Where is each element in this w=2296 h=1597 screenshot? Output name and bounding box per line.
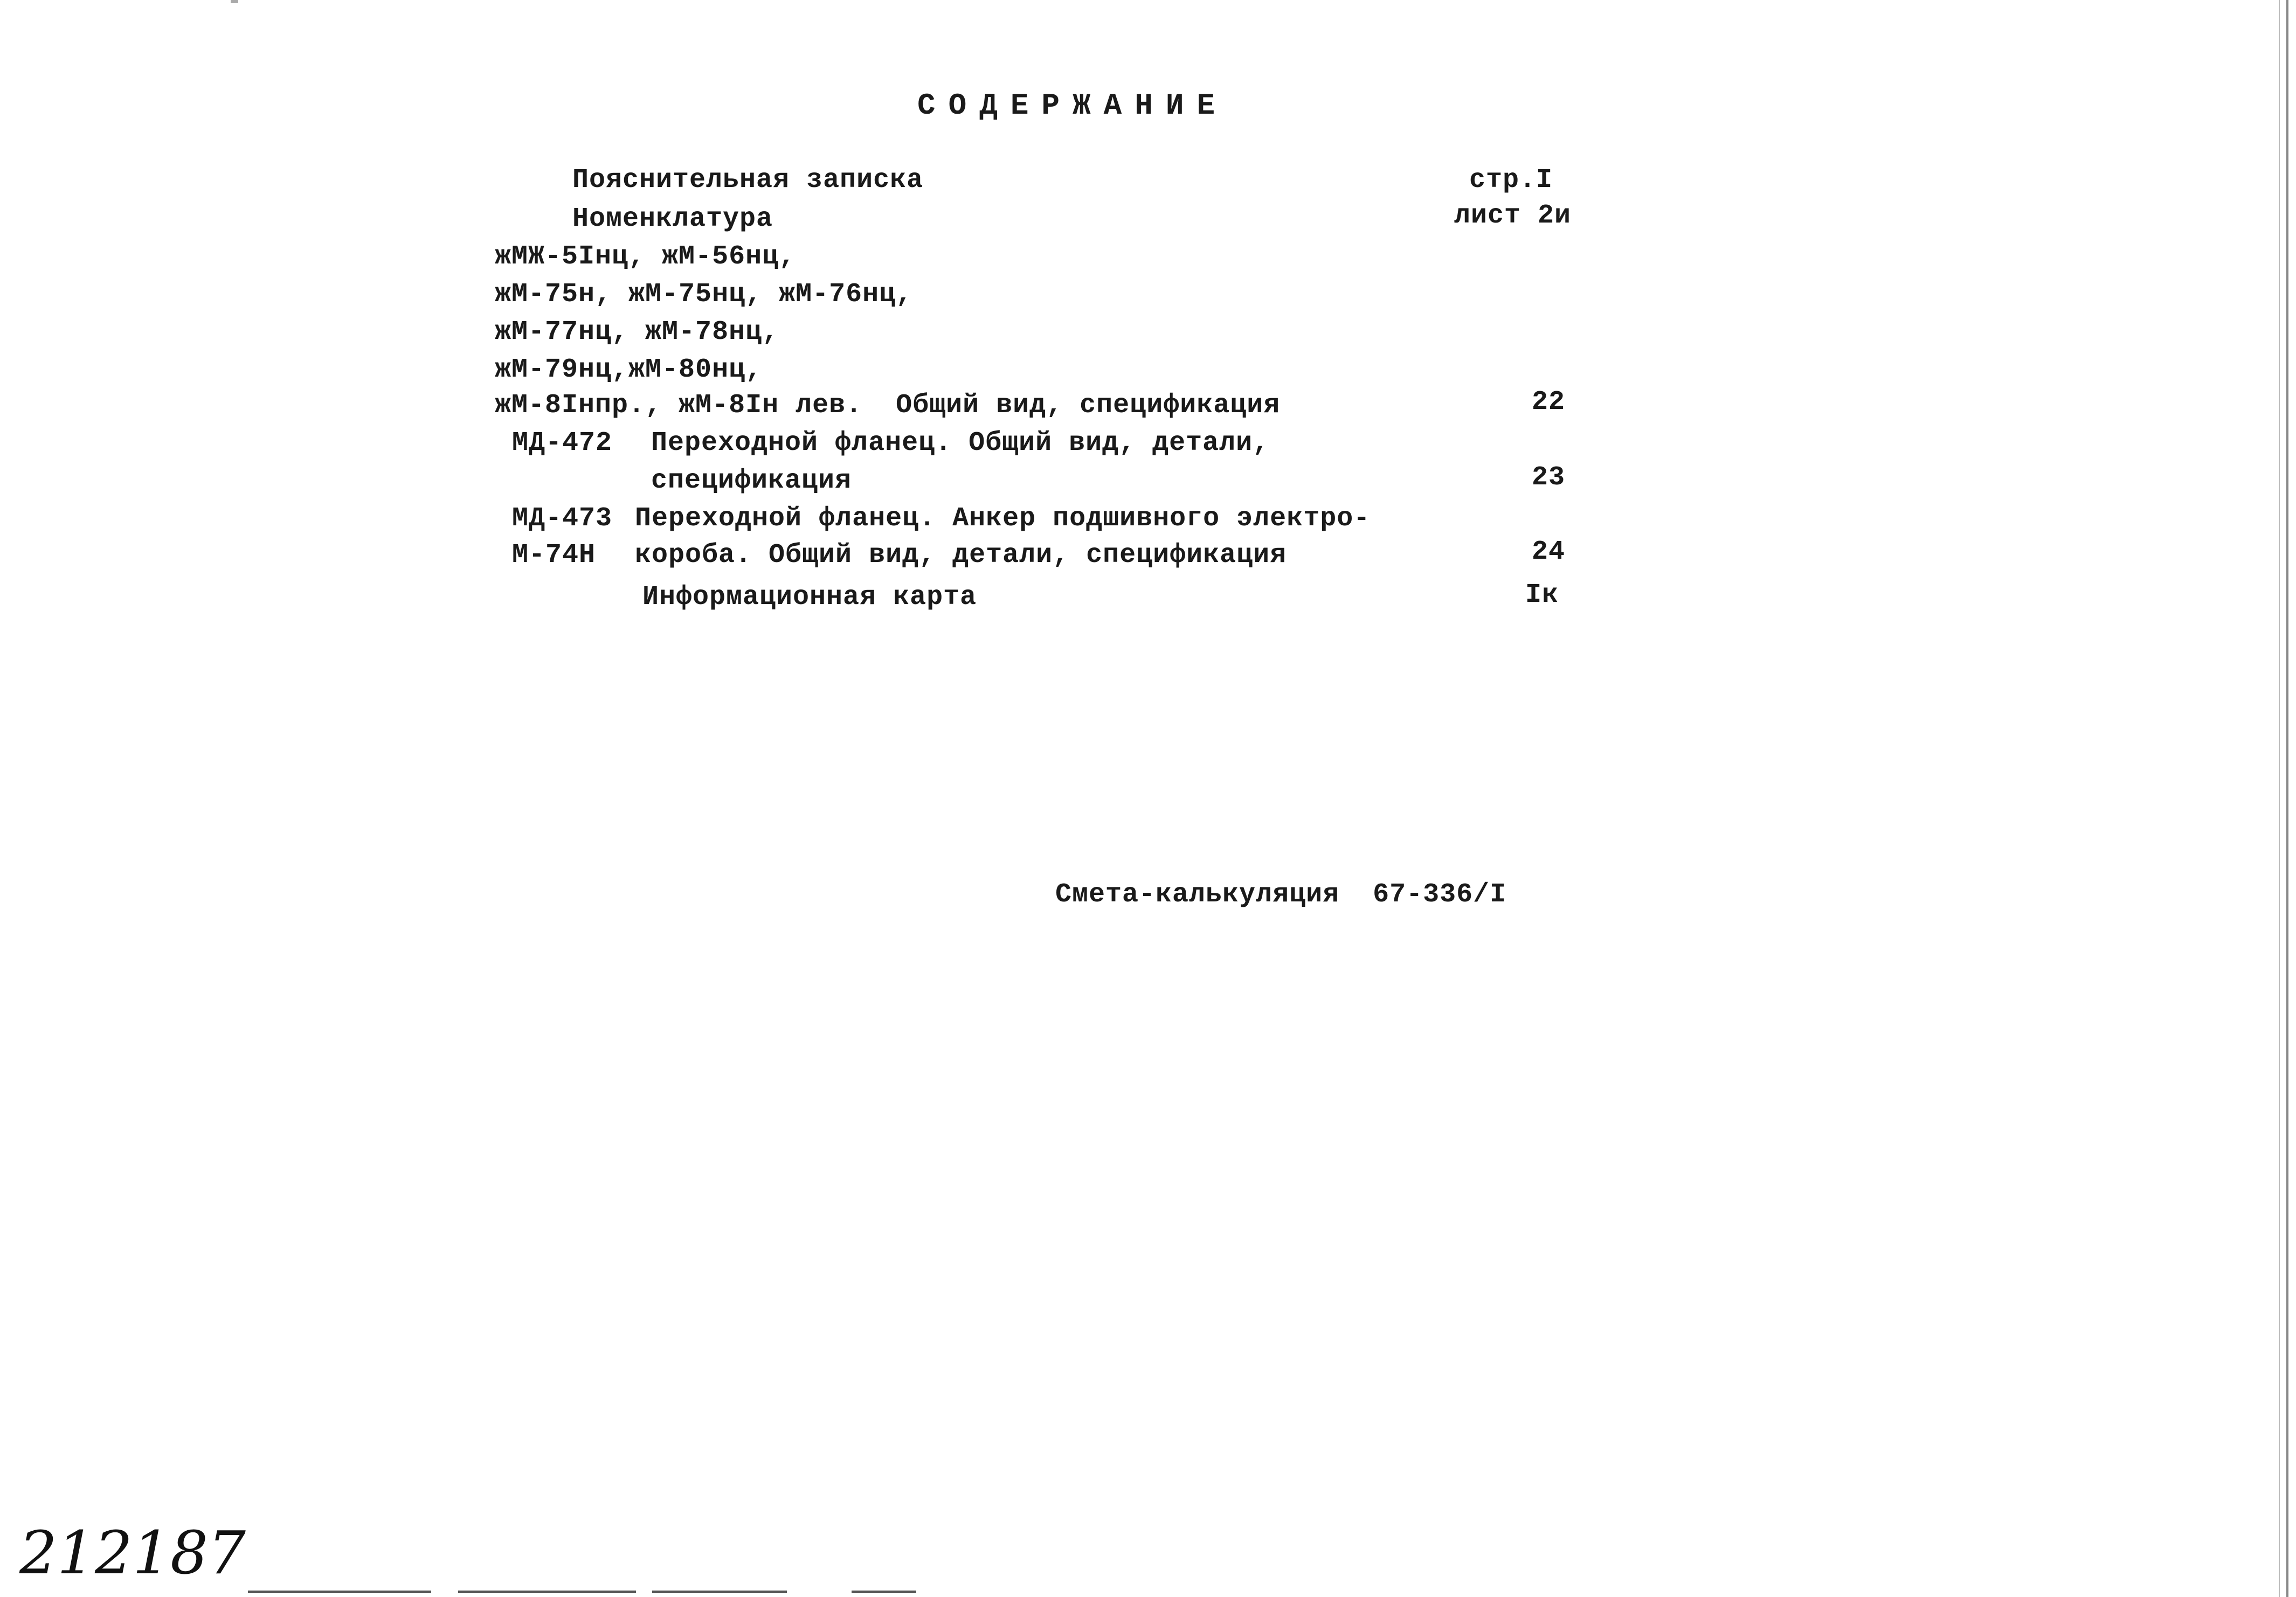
scan-mark [231, 0, 238, 3]
bottom-rule-3 [652, 1591, 787, 1593]
bottom-rule-2 [458, 1591, 636, 1593]
toc-item-explanatory-note: Пояснительная записка [572, 165, 924, 196]
toc-item-flange-2: Переходной фланец. Анкер подшивного электро- [635, 503, 1371, 534]
toc-code-md473: МД-473 [512, 503, 613, 534]
toc-item-codes-5: жМ-8Iнпр., жМ-8Iн лев. Общий вид, спецификация [495, 390, 1281, 421]
page-title: СОДЕРЖАНИЕ [917, 88, 1228, 123]
page-edge-line-inner [2279, 0, 2280, 1597]
toc-item-flange-1-cont: спецификация [651, 466, 852, 496]
toc-code-md472: МД-472 [512, 428, 613, 459]
toc-page-nomenclature: лист 2и [1454, 200, 1572, 231]
toc-page-flange-1: 23 [1532, 462, 1566, 493]
handwritten-inventory-number: 212187 [19, 1518, 246, 1587]
toc-item-flange-1: Переходной фланец. Общий вид, детали, [651, 428, 1270, 459]
bottom-rule-1 [248, 1591, 431, 1593]
toc-item-info-card: Информационная карта [642, 582, 977, 613]
toc-item-codes-2: жМ-75н, жМ-75нц, жМ-76нц, [495, 279, 913, 310]
bottom-rule-4 [852, 1591, 916, 1593]
estimate-reference: Смета-калькуляция 67-336/I [1055, 879, 1507, 910]
toc-page-general-view: 22 [1532, 387, 1566, 418]
toc-page-flange-2: 24 [1532, 537, 1566, 567]
toc-item-codes-3: жМ-77нц, жМ-78нц, [495, 317, 779, 348]
toc-item-codes-1: жМЖ-5Iнц, жМ-56нц, [495, 241, 796, 272]
toc-code-m74n: М-74Н [512, 540, 596, 571]
page-edge-line [2286, 0, 2288, 1597]
toc-page-explanatory-note: стр.I [1469, 165, 1553, 196]
toc-item-flange-2-cont: короба. Общий вид, детали, спецификация [635, 540, 1287, 571]
toc-item-codes-4: жМ-79нц,жМ-80нц, [495, 355, 763, 385]
toc-page-info-card: Iк [1525, 580, 1559, 610]
toc-item-nomenclature: Номенклатура [572, 204, 773, 234]
